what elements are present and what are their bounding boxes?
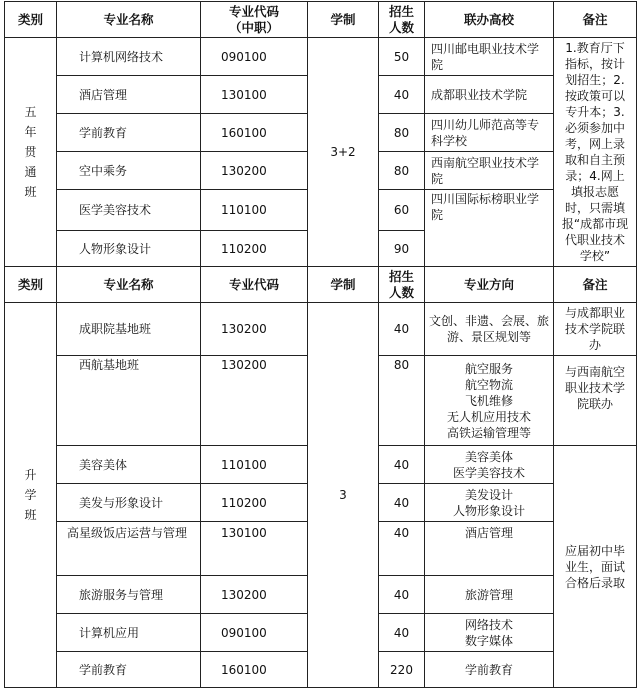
direction-cell xyxy=(425,446,554,484)
header-duration: 学制 xyxy=(308,2,379,38)
direction-item: 飞机维修 xyxy=(464,393,513,408)
header-quota-main: 招生 xyxy=(388,268,414,284)
direction-item: 文创、非遗、会展、旅游、景区规划等 xyxy=(428,314,549,344)
quota-value: 220 xyxy=(379,652,425,688)
header-quota-sub: 人数 xyxy=(388,19,414,35)
header-direction: 专业方向 xyxy=(425,267,554,303)
major-code: 130200 xyxy=(201,152,308,190)
category-five-year xyxy=(5,38,57,267)
quota-value: 80 xyxy=(379,356,425,446)
table-row xyxy=(5,38,637,76)
direction-cell xyxy=(425,356,554,446)
direction-item: 航空服务 xyxy=(464,361,513,376)
direction-cell xyxy=(425,484,554,522)
major-code: 130200 xyxy=(201,356,308,446)
major-name: 人物形象设计 xyxy=(57,231,201,267)
direction-item: 美发设计 xyxy=(464,487,513,502)
major-code: 110100 xyxy=(201,190,308,231)
partner-university: 四川邮电职业技术学院 xyxy=(425,38,554,76)
major-code: 130200 xyxy=(201,303,308,356)
direction-cell xyxy=(425,614,554,652)
duration-value: 3+2 xyxy=(308,38,379,267)
partner-university: 四川国际标榜职业学院 xyxy=(425,190,554,267)
table2-header-row xyxy=(5,267,637,303)
quota-value: 40 xyxy=(379,614,425,652)
direction-item: 无人机应用技术 xyxy=(446,409,531,424)
major-code: 130100 xyxy=(201,522,308,576)
partner-university: 西南航空职业技术学院 xyxy=(425,152,554,190)
direction-item: 网络技术 xyxy=(464,617,513,632)
quota-value: 90 xyxy=(379,231,425,267)
major-name: 空中乘务 xyxy=(57,152,201,190)
major-code: 110100 xyxy=(201,446,308,484)
table1-remarks: 1.教育厅下指标，按计划招生；2.按政策可以专升本；3.必须参加中考，网上录取和自主预录；4.网上填报志愿时，只需填报“成都市现代职业技术学校” xyxy=(554,38,637,267)
major-code: 160100 xyxy=(201,114,308,152)
quota-value: 60 xyxy=(379,190,425,231)
major-name: 美容美体 xyxy=(57,446,201,484)
header-quota xyxy=(379,267,425,303)
header-code xyxy=(201,2,308,38)
header-quota xyxy=(379,2,425,38)
major-code: 110200 xyxy=(201,484,308,522)
quota-value: 40 xyxy=(379,576,425,614)
quota-value: 40 xyxy=(379,303,425,356)
header-category: 类别 xyxy=(5,267,57,303)
partner-university: 成都职业技术学院 xyxy=(425,76,554,114)
major-name: 高星级饭店运营与管理 xyxy=(57,522,201,576)
header-code-sub: （中职） xyxy=(228,19,279,35)
header-code: 专业代码 xyxy=(201,267,308,303)
major-name: 计算机网络技术 xyxy=(57,38,201,76)
major-code: 130100 xyxy=(201,76,308,114)
quota-value: 80 xyxy=(379,152,425,190)
quota-value: 80 xyxy=(379,114,425,152)
header-remarks: 备注 xyxy=(554,267,637,303)
major-name: 酒店管理 xyxy=(57,76,201,114)
header-quota-sub: 人数 xyxy=(388,284,414,300)
major-code: 110200 xyxy=(201,231,308,267)
header-partner: 联办高校 xyxy=(425,2,554,38)
direction-item: 旅游管理 xyxy=(464,587,513,602)
major-code: 090100 xyxy=(201,614,308,652)
category-five-year-label: 五年贯通班 xyxy=(24,105,37,199)
table-row xyxy=(5,303,637,356)
quota-value: 40 xyxy=(379,522,425,576)
header-code-main: 专业代码 xyxy=(228,3,279,19)
header-major: 专业名称 xyxy=(57,2,201,38)
quota-value: 40 xyxy=(379,76,425,114)
major-name: 旅游服务与管理 xyxy=(57,576,201,614)
direction-cell xyxy=(425,652,554,688)
major-name: 成职院基地班 xyxy=(57,303,201,356)
partner-university: 四川幼儿师范高等专科学校 xyxy=(425,114,554,152)
header-major: 专业名称 xyxy=(57,267,201,303)
major-name: 西航基地班 xyxy=(57,356,201,446)
header-quota-main: 招生 xyxy=(388,3,414,19)
direction-item: 医学美容技术 xyxy=(452,465,525,480)
enrollment-table xyxy=(4,1,637,688)
direction-cell xyxy=(425,303,554,356)
direction-cell xyxy=(425,522,554,576)
remark-fresh-graduates: 应届初中毕业生，面试合格后录取 xyxy=(554,446,637,688)
header-category: 类别 xyxy=(5,2,57,38)
major-code: 130200 xyxy=(201,576,308,614)
header-duration: 学制 xyxy=(308,267,379,303)
direction-item: 数字媒体 xyxy=(464,633,513,648)
remark-cdp: 与成都职业技术学院联办 xyxy=(554,303,637,356)
direction-item: 航空物流 xyxy=(464,377,513,392)
direction-item: 酒店管理 xyxy=(464,526,513,540)
direction-cell xyxy=(425,576,554,614)
major-code: 090100 xyxy=(201,38,308,76)
quota-value: 50 xyxy=(379,38,425,76)
header-remarks: 备注 xyxy=(554,2,637,38)
major-name: 学前教育 xyxy=(57,652,201,688)
category-upgrade-label: 升学班 xyxy=(24,468,37,522)
table1-header-row xyxy=(5,2,637,38)
direction-item: 学前教育 xyxy=(464,662,513,677)
duration-value: 3 xyxy=(308,303,379,688)
direction-item: 美容美体 xyxy=(464,449,513,464)
major-name: 美发与形象设计 xyxy=(57,484,201,522)
major-code: 160100 xyxy=(201,652,308,688)
quota-value: 40 xyxy=(379,446,425,484)
major-name: 学前教育 xyxy=(57,114,201,152)
remark-southwest-aviation: 与西南航空职业技术学院联办 xyxy=(554,356,637,446)
quota-value: 40 xyxy=(379,484,425,522)
major-name: 计算机应用 xyxy=(57,614,201,652)
direction-item: 人物形象设计 xyxy=(452,503,525,518)
major-name: 医学美容技术 xyxy=(57,190,201,231)
direction-item: 高铁运输管理等 xyxy=(446,425,531,440)
category-upgrade xyxy=(5,303,57,688)
